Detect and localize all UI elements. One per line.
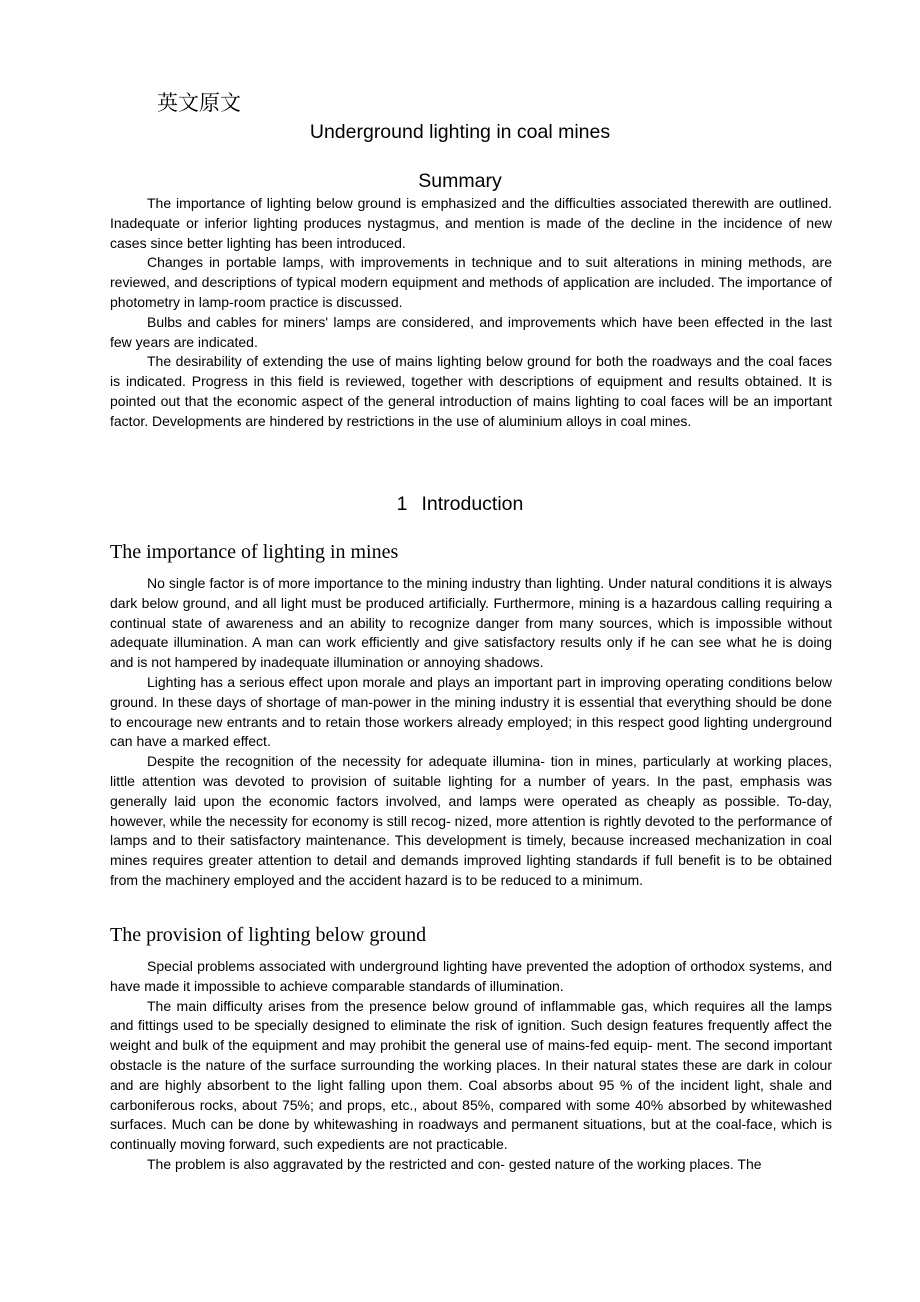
importance-paragraph: No single factor is of more importance to the mining industry than lighting. Under natural conditions it is always dark below ground, and all light must be produced artificially. Furthermore, mining is a hazardous calling requiring a continual state of awareness and an ability to recognize danger from many sources, which is impossible without adequate illumination. A man can work efficiently and give satisfactory results only if he can see what he is doing and is not hampered by inadequate illumination or annoying shadows. — [110, 575, 832, 671]
importance-paragraph: Lighting has a serious effect upon morale and plays an important part in improving operating conditions below ground. In these days of shortage of man-power in the mining industry it is essential that everything should be done to encourage new entrants and to retain those workers already employed; in this respect good lighting underground can have a marked effect. — [110, 673, 832, 750]
section-number: 1 — [396, 493, 408, 515]
importance-heading: The importance of lighting in mines — [110, 541, 399, 563]
summary-body — [110, 194, 832, 432]
introduction-heading — [0, 490, 920, 518]
provision-paragraph: Special problems associated with underground lighting have prevented the adoption of orthodox systems, and have made it impossible to achieve comparable standards of illumination. — [110, 958, 832, 994]
document-title: Underground lighting in coal mines — [309, 121, 611, 143]
summary-paragraph: The importance of lighting below ground is emphasized and the difficulties associated therewith are outlined. Inadequate or inferior lighting produces nystagmus, and mention is made of the decline in the incidence of new cases since better lighting has been introduced. — [110, 195, 832, 251]
importance-body — [110, 574, 832, 891]
importance-paragraph: Despite the recognition of the necessity for adequate illumina- tion in mines, particularly at working places, little attention was devoted to provision of suitable lighting for a number of years. In the past, emphasis was generally laid upon the economic factors involved, and lamps were operated as cheaply as possible. To-day, however, while the necessity for economy is still recog- nized, more attention is rightly devoted to the performance of lamps and to their satisfactory maintenance. This development is timely, because increased mechanization in coal mines requires greater attention to detail and demands improved lighting standards if full benefit is to be obtained from the machinery employed and the accident hazard is to be reduced to a minimum. — [110, 753, 832, 888]
summary-paragraph: The desirability of extending the use of mains lighting below ground for both the roadways and the coal faces is indicated. Progress in this field is reviewed, together with descriptions of equipment and results obtained. It is pointed out that the economic aspect of the general introduction of mains lighting to coal faces will be an important factor. Developments are hindered by restrictions in the use of aluminium alloys in coal mines. — [110, 353, 832, 429]
provision-paragraph: The problem is also aggravated by the restricted and con- gested nature of the working places. The — [147, 1155, 762, 1172]
provision-paragraph: The main difficulty arises from the presence below ground of inflammable gas, which requires all the lamps and fittings used to be specially designed to eliminate the risk of ignition. Such design features frequently affect the weight and bulk of the equipment and may prohibit the general use of mains-fed equip- ment. The second important obstacle is the nature of the surface surrounding the working places. In their natural states these are dark in colour and are highly absorbent to the light falling upon them. Coal absorbs about 95 % of the incident light, shale and carboniferous rocks, about 75%; and props, etc., about 85%, compared with some 40% absorbed by whitewashed surfaces. Much can be done by whitewashing in roadways and permanent situations, but at the coal-face, which is continually moving forward, such expedients are not practicable. — [110, 997, 832, 1153]
provision-body — [110, 957, 832, 1175]
cn-original-label: 英文原文 — [157, 91, 241, 115]
summary-paragraph: Bulbs and cables for miners' lamps are considered, and improvements which have been effected in the last few years are indicated. — [110, 313, 832, 350]
summary-paragraph: Changes in portable lamps, with improvements in technique and to suit alterations in mining methods, are reviewed, and descriptions of typical modern equipment and methods of application are included. The importance of photometry in lamp-room practice is discussed. — [110, 254, 832, 310]
provision-heading: The provision of lighting below ground — [110, 924, 427, 946]
section-title: Introduction — [421, 493, 524, 515]
summary-heading: Summary — [418, 170, 502, 192]
